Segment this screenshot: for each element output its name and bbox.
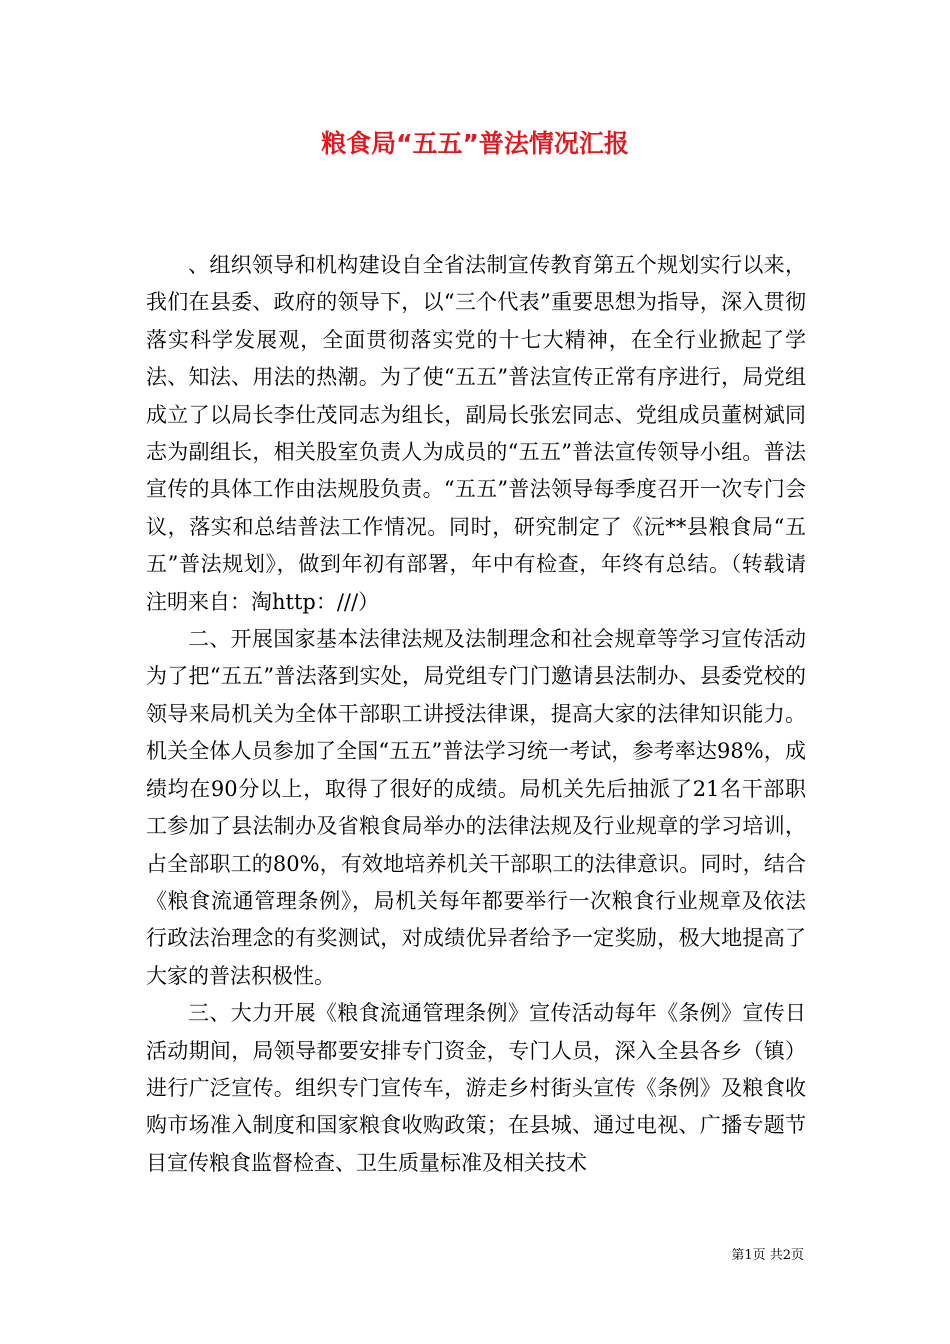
paragraph-3: 三、大力开展《粮食流通管理条例》宣传活动每年《条例》宣传日活动期间，局领导都要安排专门资金，专门人员，深入全县各乡（镇）进行广泛宣传。组织专门宣传车，游走乡村街头宣传《条例》及粮食收购市场准入制度和国家粮食收购政策；在县城、通过电视、广播专题节目宣传粮食监督检查、卫生质量标准及相关技术	[146, 1001, 806, 1175]
page-number-footer: 第1页 共2页	[731, 1248, 804, 1263]
document-body	[146, 247, 806, 1182]
paragraph-1: 、组织领导和机构建设自全省法制宣传教育第五个规划实行以来，我们在县委、政府的领导下，以“三个代表”重要思想为指导，深入贯彻落实科学发展观，全面贯彻落实党的十七大精神，在全行业掀起了学法、知法、用法的热潮。为了使“五五”普法宣传正常有序进行，局党组成立了以局长李仕茂同志为组长，副局长张宏同志、党组成员董树斌同志为副组长，相关股室负责人为成员的“五五”普法宣传领导小组。普法宣传的具体工作由法规股负责。“五五”普法领导每季度召开一次专门会议，落实和总结普法工作情况。同时，研究制定了《沅**县粮食局“五五”普法规划》，做到年初有部署，年中有检查，年终有总结。（转载请注明来自：淘http：///）	[146, 253, 806, 614]
paragraph-2: 二、开展国家基本法律法规及法制理念和社会规章等学习宣传活动为了把“五五”普法落到实处，局党组专门门邀请县法制办、县委党校的领导来局机关为全体干部职工讲授法律课，提高大家的法律知识能力。机关全体人员参加了全国“五五”普法学习统一考试，参考率达98%，成绩均在90分以上，取得了很好的成绩。局机关先后抽派了21名干部职工参加了县法制办及省粮食局举办的法律法规及行业规章的学习培训，占全部职工的80%，有效地培养机关干部职工的法律意识。同时，结合《粮食流通管理条例》，局机关每年都要举行一次粮食行业规章及依法行政法治理念的有奖测试，对成绩优异者给予一定奖励，极大地提高了大家的普法积极性。	[146, 627, 806, 988]
document-title: 粮食局“五五”普法情况汇报	[321, 129, 629, 158]
